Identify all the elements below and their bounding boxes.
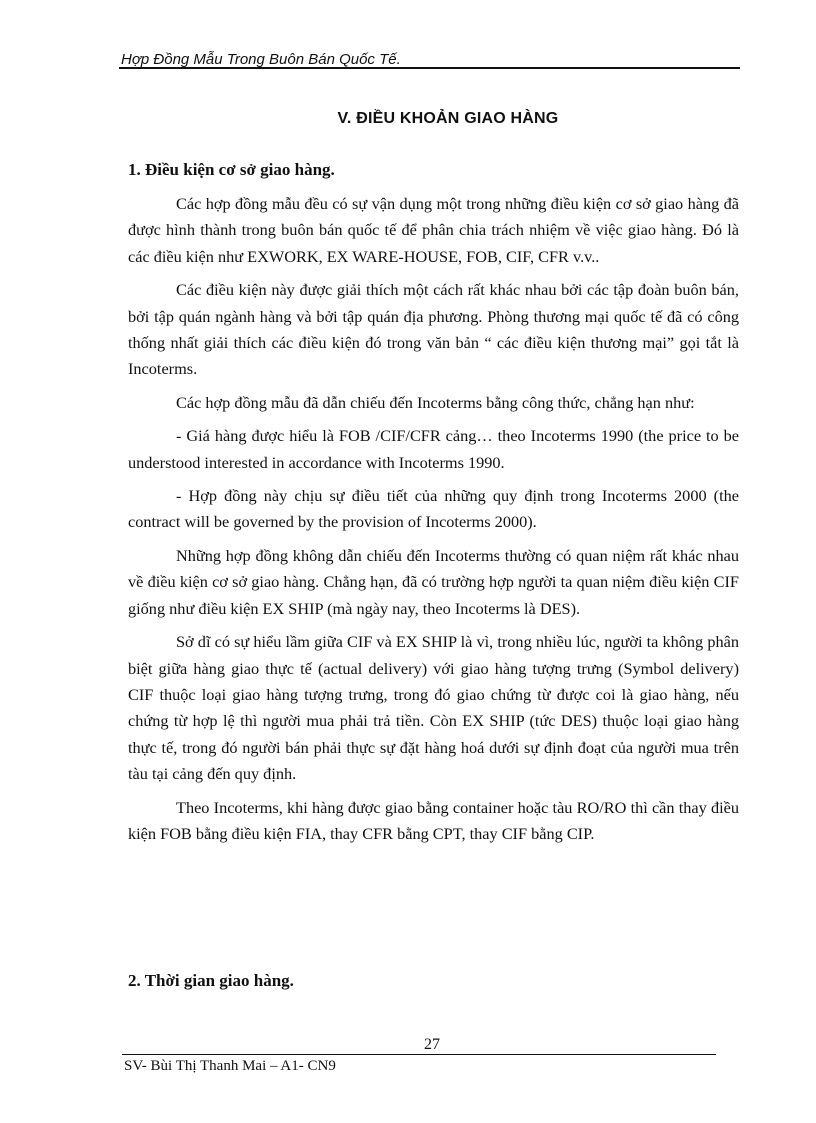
page-number: 27 [424, 1036, 440, 1053]
paragraph-1: Các hợp đồng mẫu đều có sự vận dụng một trong những điều kiện cơ sở giao hàng đã được hình thành trong buôn bán quốc tế để phân chia trách nhiệm về việc giao hàng. Đó là các điều kiện như EXWORK, EX WARE-HOUSE, FOB, CIF, CFR v.v.. [128, 194, 739, 266]
paragraph-7: Sở dĩ có sự hiểu lầm giữa CIF và EX SHIP là vì, trong nhiều lúc, người ta không phân biệt giữa hàng giao thực tế (actual delivery) với giao hàng tượng trưng (Symbol delivery) CIF thuộc loại giao hàng tượng trưng, trong đó giao chứng từ được coi là giao hàng, nếu chứng từ hợp lệ thì người mua phải trả tiền. Còn EX SHIP (tức DES) thuộc loại giao hàng thực tế, trong đó người bán phải thực sự đặt hàng hoá dưới sự định đoạt của người mua trên tàu tại cảng đến quy định. [128, 632, 739, 784]
paragraph-3: Các hợp đồng mẫu đã dẫn chiếu đến Incoterms bằng công thức, chẳng hạn như: [176, 392, 695, 412]
footer-rule [122, 1054, 716, 1055]
subsection-heading-1: 1. Điều kiện cơ sở giao hàng. [128, 160, 335, 179]
section-title: V. ĐIỀU KHOẢN GIAO HÀNG [337, 110, 559, 127]
footer-author: SV- Bùi Thị Thanh Mai – A1- CN9 [124, 1058, 336, 1074]
paragraph-6: Những hợp đồng không dẫn chiếu đến Incoterms thường có quan niệm rất khác nhau về điều kiện cơ sở giao hàng. Chẳng hạn, đã có trường hợp người ta quan niệm điều kiện CIF giống như điều kiện EX SHIP (mà ngày nay, theo Incoterms là DES). [128, 545, 739, 618]
body-text [128, 191, 739, 854]
running-header: Hợp Đồng Mẫu Trong Buôn Bán Quốc Tế. [121, 51, 401, 68]
paragraph-4: - Giá hàng được hiểu là FOB /CIF/CFR cảng… theo Incoterms 1990 (the price to be understood interested in accordance with Incoterms 1990. [128, 426, 739, 472]
header-rule [119, 67, 740, 69]
paragraph-8: Theo Incoterms, khi hàng được giao bằng container hoặc tàu RO/RO thì cần thay điều kiện FOB bằng điều kiện FIA, thay CFR bằng CPT, thay CIF bằng CIP. [128, 797, 739, 843]
subsection-heading-2: 2. Thời gian giao hàng. [128, 971, 294, 990]
paragraph-2: Các điều kiện này được giải thích một cách rất khác nhau bởi các tập đoàn buôn bán, bởi tập quán ngành hàng và bởi tập quán địa phương. Phòng thương mại quốc tế đã có công thống nhất giải thích các điều kiện đó trong văn bản “ các điều kiện thương mại” gọi tắt là Incoterms. [128, 280, 739, 379]
paragraph-5: - Hợp đồng này chịu sự điều tiết của những quy định trong Incoterms 2000 (the contract will be governed by the provision of Incoterms 2000). [128, 486, 739, 532]
